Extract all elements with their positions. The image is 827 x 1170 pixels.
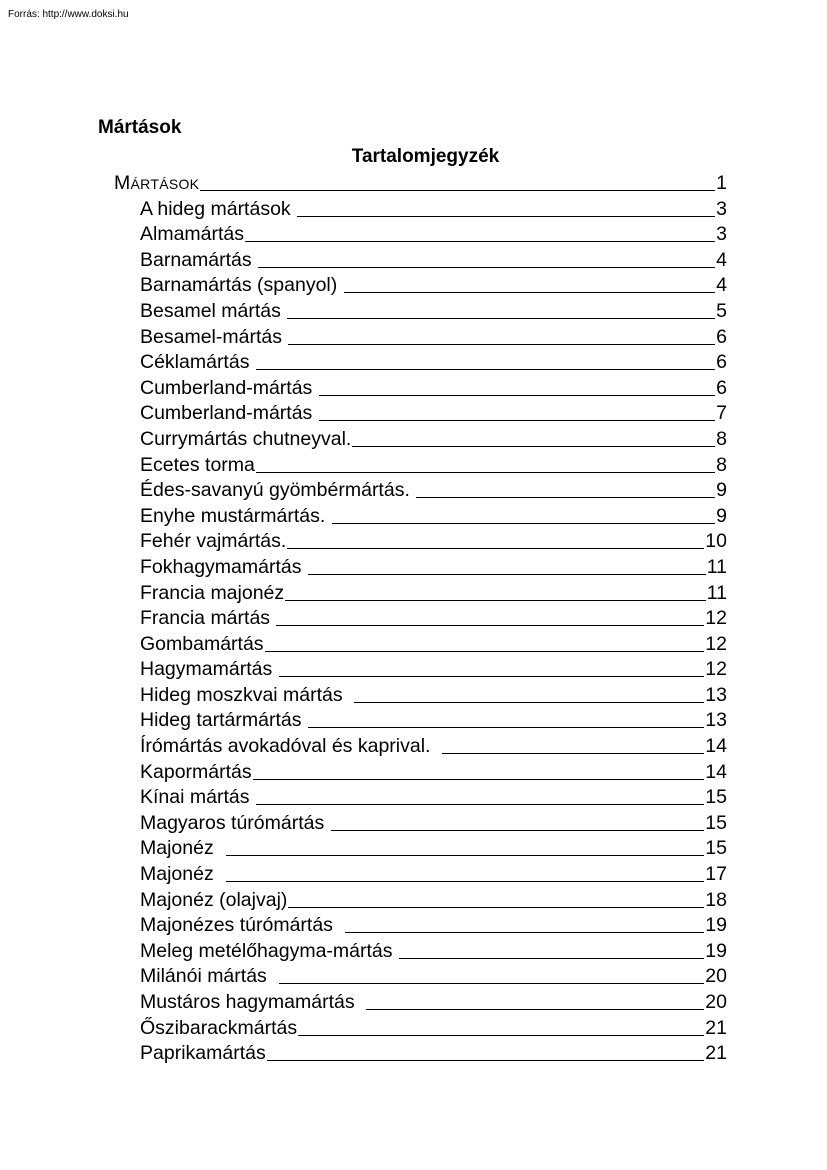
toc-entry-page-number: 15	[705, 811, 727, 834]
toc-entry-label: Kapormártás	[140, 760, 252, 783]
toc-entry-page-number: 6	[716, 325, 727, 348]
toc-entry-page-number: 11	[706, 555, 727, 578]
toc-entry-page-number: 11	[706, 581, 727, 604]
toc-entry-page-number: 9	[716, 479, 727, 502]
toc-entry-leader	[319, 420, 715, 421]
toc-entry[interactable]	[114, 401, 727, 427]
toc-entry-leader	[308, 574, 706, 575]
toc-entry-label: Paprikamártás	[140, 1042, 266, 1065]
toc-entry-label: Besamel mártás	[140, 299, 287, 322]
toc-entry[interactable]	[114, 913, 727, 939]
toc-entry-label: Mustáros hagymamártás	[140, 991, 366, 1013]
toc-entry[interactable]	[114, 683, 727, 709]
toc-entry-page-number: 18	[705, 888, 727, 911]
toc-entry-leader	[332, 523, 715, 524]
toc-entry-label: Majonéz	[140, 837, 225, 860]
toc-entry-label: Milánói mártás	[140, 965, 278, 988]
toc-entry-label: Hideg moszkvai mártás	[140, 683, 354, 706]
toc-entry-leader	[297, 216, 715, 217]
toc-entry-page-number: 6	[716, 351, 727, 374]
toc-entry-page-number: 7	[716, 402, 727, 425]
source-note: Forrás: http://www.doksi.hu	[8, 9, 129, 20]
toc-entry-page-number: 20	[705, 965, 727, 988]
toc-entry[interactable]	[114, 248, 727, 274]
toc-entry[interactable]	[114, 299, 727, 325]
toc-entry[interactable]	[114, 785, 727, 811]
toc-entry-label: Francia mártás	[140, 607, 276, 630]
toc-entry-page-number: 14	[705, 735, 727, 758]
toc-entry-leader	[354, 702, 704, 703]
toc-entry[interactable]	[114, 171, 727, 197]
toc-entry-page-number: 3	[716, 223, 727, 246]
toc-entry[interactable]	[114, 811, 727, 837]
toc-entry-page-number: 12	[705, 658, 727, 681]
table-of-contents	[114, 171, 727, 1067]
toc-entry-leader	[285, 600, 706, 601]
toc-entry-leader	[416, 497, 715, 498]
toc-entry-leader	[276, 625, 704, 626]
toc-entry-leader	[245, 241, 715, 242]
toc-entry-leader	[279, 983, 705, 984]
toc-entry-label: Francia majonéz	[140, 581, 285, 604]
toc-entry-leader	[288, 344, 715, 345]
toc-entry[interactable]	[114, 606, 727, 632]
toc-entry-label: Enyhe mustármártás.	[140, 504, 331, 527]
toc-entry[interactable]	[114, 1016, 727, 1042]
toc-entry-leader	[331, 830, 705, 831]
toc-entry[interactable]	[114, 836, 727, 862]
toc-entry-leader	[256, 804, 704, 805]
toc-entry[interactable]	[114, 222, 727, 248]
toc-entry[interactable]	[114, 632, 727, 658]
toc-entry-page-number: 12	[705, 632, 727, 655]
toc-entry-leader	[256, 472, 715, 473]
toc-entry-page-number: 12	[705, 607, 727, 630]
toc-entry[interactable]	[114, 862, 727, 888]
toc-entry[interactable]	[114, 990, 727, 1016]
toc-entry-label: Cumberland-mártás	[140, 376, 318, 399]
toc-title-text: Tartalomjegyzék	[351, 146, 500, 167]
document-title: Mártások	[98, 117, 182, 138]
toc-entry-label: Fehér vajmártás.	[140, 530, 287, 553]
toc-entry-page-number: 4	[716, 248, 727, 271]
toc-entry[interactable]	[114, 964, 727, 990]
toc-entry-page-number: 6	[716, 376, 727, 399]
toc-entry-label: Ecetes torma	[140, 453, 255, 476]
toc-entry-leader	[319, 395, 715, 396]
toc-entry[interactable]	[114, 273, 727, 299]
toc-entry-leader	[200, 190, 715, 191]
toc-entry-label: Barnamártás	[140, 248, 258, 271]
toc-entry-leader	[288, 907, 704, 908]
toc-entry-leader	[344, 292, 715, 293]
toc-entry-leader	[298, 1035, 704, 1036]
toc-entry-leader	[308, 727, 704, 728]
toc-entry-page-number: 19	[705, 914, 727, 937]
toc-entry-page-number: 21	[705, 1042, 727, 1065]
toc-entry-page-number: 13	[705, 683, 727, 706]
toc-entry[interactable]	[114, 888, 727, 914]
toc-entry-page-number: 15	[705, 837, 727, 860]
toc-entry-leader	[287, 318, 715, 319]
toc-entry-label: Kínai mártás	[140, 786, 255, 809]
toc-entry-label: Édes-savanyú gyömbérmártás.	[140, 479, 416, 502]
toc-entry-page-number: 1	[716, 172, 727, 194]
toc-entry-leader	[258, 267, 715, 268]
toc-entry-page-number: 4	[716, 274, 727, 297]
toc-entry-leader	[399, 958, 704, 959]
toc-entry-label: Barnamártás (spanyol)	[140, 274, 343, 297]
toc-entry[interactable]	[114, 555, 727, 581]
toc-entry-page-number: 10	[705, 530, 727, 553]
toc-entry-label: Őszibarackmártás	[140, 1016, 298, 1039]
toc-entry-leader	[226, 881, 705, 882]
toc-entry-leader	[366, 1009, 704, 1010]
toc-entry-label: Fokhagymamártás	[140, 555, 307, 578]
toc-entry-page-number: 5	[716, 299, 727, 322]
toc-entry[interactable]	[114, 478, 727, 504]
toc-entry-leader	[279, 676, 705, 677]
toc-entry-leader	[265, 651, 705, 652]
toc-entry[interactable]	[114, 453, 727, 479]
toc-entry-label: Almamártás	[140, 223, 245, 246]
toc-entry-label: Céklamártás	[140, 351, 255, 374]
toc-entry[interactable]	[114, 734, 727, 760]
toc-entry-label: Currymártás chutneyval.	[140, 427, 352, 450]
toc-entry-page-number: 14	[705, 760, 727, 783]
toc-entry-page-number: 8	[716, 453, 727, 476]
toc-entry-label: Gombamártás	[140, 632, 264, 655]
toc-entry[interactable]	[114, 504, 727, 530]
toc-entry-label: Besamel-mártás	[140, 325, 288, 348]
toc-entry-label: Majonéz	[140, 863, 225, 886]
toc-entry-label: Hagymamártás	[140, 658, 278, 681]
toc-entry[interactable]	[114, 1041, 727, 1067]
toc-entry[interactable]	[114, 939, 727, 965]
toc-entry-page-number: 3	[716, 197, 727, 220]
toc-entry[interactable]	[114, 760, 727, 786]
toc-entry-leader	[287, 548, 704, 549]
toc-entry-page-number: 8	[716, 427, 727, 450]
toc-entry-leader	[253, 779, 705, 780]
toc-entry-leader	[352, 446, 715, 447]
toc-entry-page-number: 17	[705, 863, 727, 886]
toc-entry-label: Mártások	[114, 172, 200, 194]
toc-entry-leader	[226, 855, 705, 856]
toc-entry[interactable]	[114, 529, 727, 555]
toc-entry-page-number: 13	[705, 709, 727, 732]
toc-entry-page-number: 21	[705, 1016, 727, 1039]
toc-entry-leader	[267, 1060, 705, 1061]
toc-entry-label: Írómártás avokadóval és kaprival.	[140, 735, 442, 758]
toc-entry-page-number: 19	[705, 939, 727, 962]
toc-entry-label: A hideg mártások	[140, 197, 297, 220]
toc-entry-label: Meleg metélőhagyma-mártás	[140, 939, 398, 962]
toc-entry[interactable]	[114, 350, 727, 376]
toc-entry-label: Magyaros túrómártás	[140, 811, 330, 834]
toc-entry-label: Hideg tartármártás	[140, 709, 307, 732]
toc-entry-page-number: 9	[716, 504, 727, 527]
toc-entry[interactable]	[114, 581, 727, 607]
toc-entry-label: Cumberland-mártás	[140, 402, 318, 425]
toc-entry[interactable]	[114, 325, 727, 351]
toc-entry-page-number: 20	[705, 991, 727, 1013]
toc-entry[interactable]	[114, 657, 727, 683]
toc-entry[interactable]	[114, 376, 727, 402]
toc-entry-leader	[345, 932, 705, 933]
toc-entry[interactable]	[114, 197, 727, 223]
toc-entry-leader	[442, 753, 704, 754]
toc-entry-label: Majonéz (olajvaj)	[140, 888, 288, 911]
toc-entry-leader	[256, 369, 715, 370]
toc-entry[interactable]	[114, 427, 727, 453]
toc-title	[0, 146, 827, 168]
toc-entry[interactable]	[114, 708, 727, 734]
toc-entry-page-number: 15	[705, 786, 727, 809]
toc-entry-label: Majonézes túrómártás	[140, 914, 344, 937]
